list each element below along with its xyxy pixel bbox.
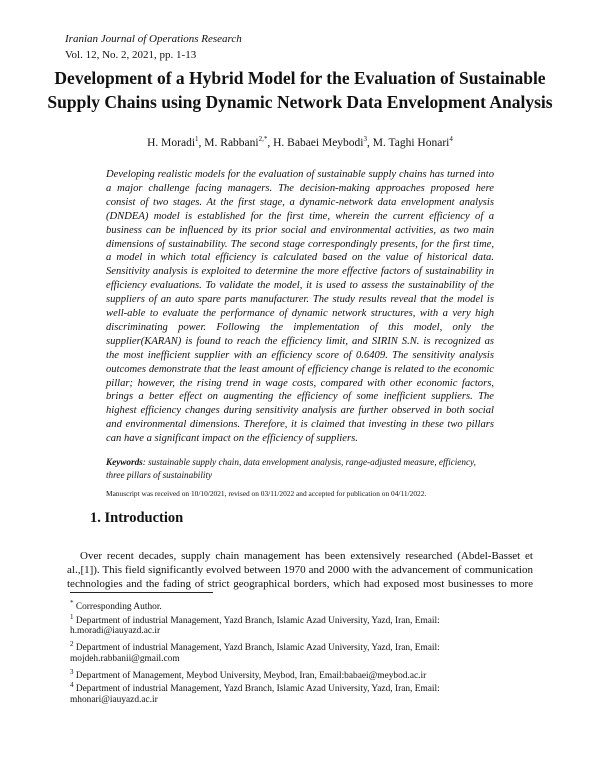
intro-line: technologies and the fading of strict geographical borders, which had exposed most businesses to more (67, 578, 533, 590)
intro-line: al.,[1]). This field significantly evolved between 1970 and 2000 with the advancement of communication (67, 564, 533, 576)
keywords (106, 456, 496, 482)
keywords-text: : sustainable supply chain, data envelopment analysis, range-adjusted measure, efficiency, three pillars of sustainability (106, 457, 476, 480)
footnote-line (70, 654, 180, 664)
footnote-line (70, 640, 440, 653)
abstract-line: well-able to evaluate the performance of dynamic network structures, with a very high (106, 308, 494, 319)
author-mark: 2,* (258, 135, 268, 143)
author-mark: 4 (449, 135, 453, 143)
abstract-line: highest efficiency changes during sensitivity analysis are further observed in both social (106, 405, 494, 417)
keywords-label: Keywords (106, 457, 143, 467)
abstract-line: the most inefficient supplier with an efficiency score of 0.6409. The sensitivity analysis (106, 349, 494, 361)
footnote-mark: * (70, 599, 74, 607)
abstract-line: can have a significant impact on the efficiency of suppliers. (106, 433, 358, 445)
abstract-line: brings a better effect on augmenting the efficiency of some inefficient suppliers. The (106, 391, 494, 403)
abstract-line: a major challenge facing managers. The decision-making approaches proposed here (106, 182, 494, 194)
footnote-line (70, 613, 440, 626)
footnote-text: h.moradi@iauyazd.ac.ir (70, 626, 161, 637)
abstract-line: (DNDEA) model is established for the first time, wherein the current efficiency of a (106, 210, 494, 222)
abstract-line: dimensions of sustainability. The second stage correspondingly presents, for the first time, (106, 238, 494, 250)
abstract-line: consist of two stages. At the first stage, a dynamic-network data envelopment analysis (106, 196, 494, 208)
footnote-line (70, 626, 160, 636)
abstract-line: efficiency evaluations. To validate the model, it is used to assess the sustainability of the (106, 280, 494, 292)
paper-title-line-1: Development of a Hybrid Model for the Evaluation of Sustainable (54, 68, 546, 88)
paper-title-line-2: Supply Chains using Dynamic Network Data Envelopment Analysis (47, 92, 553, 112)
journal-volume: Vol. 12, No. 2, 2021, pp. 1-13 (65, 49, 197, 61)
footnote-mark: 3 (70, 667, 74, 676)
footnote-mark: 1 (70, 612, 74, 621)
author-mark: 3 (363, 135, 367, 143)
abstract-line: Sensitivity analysis is exploited to determine the more effective factors of sustainability in (106, 266, 494, 278)
footnote-mark: 4 (70, 681, 74, 690)
abstract-line: outcomes demonstrate that the least amount of efficiency change is related to the economic (106, 363, 494, 375)
footnote-text: Corresponding Author. (75, 602, 162, 613)
author-name: M. Rabbani (204, 136, 259, 149)
author-name: H. Babaei Meybodi (273, 136, 364, 149)
section-heading-introduction: 1. Introduction (90, 510, 184, 526)
author-name: H. Moradi (147, 136, 196, 149)
footnote-text: Department of industrial Management, Yazd Branch, Islamic Azad University, Yazd, Iran, Email: (75, 643, 440, 654)
footnote-line (70, 695, 158, 705)
footnote-text: mojdeh.rabbanii@gmail.com (70, 653, 180, 664)
abstract-line: business can be influenced by its prior social and environmental activities, as two main (106, 224, 494, 236)
abstract-line: Developing realistic models for the evaluation of sustainable supply chains has turned into (106, 169, 494, 180)
abstract-line: pillar; however, the rising trend in wage costs, compared with other economic factors, (106, 377, 494, 389)
intro-line: Over recent decades, supply chain management has been extensively researched (Abdel-Basset et (80, 550, 533, 562)
footnote-text: Department of industrial Management, Yazd Branch, Islamic Azad University, Yazd, Iran, Email: (75, 684, 440, 695)
abstract-line: discriminating power. Following the implementation of this model, only the (106, 321, 494, 333)
author-mark: 1 (195, 135, 199, 143)
abstract-line: suppliers of an auto spare parts manufacturer. The study results reveal that the model is (106, 294, 494, 306)
author-list: H. Moradi$^1$, M. Rabbani$^{2,*}$, H. Babaei Meybodi$^3$, M. Taghi Honari$^4$ (147, 135, 453, 149)
footnote-mark: 2 (70, 640, 74, 649)
abstract-line: a model in which total efficiency is calculated based on the value of historical data. (106, 252, 494, 264)
author-name: M. Taghi Honari (372, 136, 450, 149)
footnote-divider (70, 592, 213, 593)
footnote-text: Department of industrial Management, Yazd Branch, Islamic Azad University, Yazd, Iran, Email: (75, 615, 440, 626)
abstract-line: and environmental dimensions. Therefore, it is claimed that investing in these two pillars (106, 419, 494, 431)
footnote-line (70, 668, 426, 681)
footnote-line (70, 599, 162, 612)
footnote-line (70, 681, 440, 694)
footnote-text: Department of Management, Meybod University, Meybod, Iran, Email:babaei@meybod.ac.ir (75, 670, 427, 681)
manuscript-dates: Manuscript was received on 10/10/2021, revised on 03/11/2022 and accepted for publication on 04/11/2022. (106, 489, 427, 498)
abstract-line: supplier(KARAN) is found to reach the efficiency limit, and SIRIN S.N. is recognized as (106, 335, 494, 347)
footnote-text: mhonari@iauyazd.ac.ir (70, 694, 158, 705)
journal-name: Iranian Journal of Operations Research (65, 33, 242, 45)
